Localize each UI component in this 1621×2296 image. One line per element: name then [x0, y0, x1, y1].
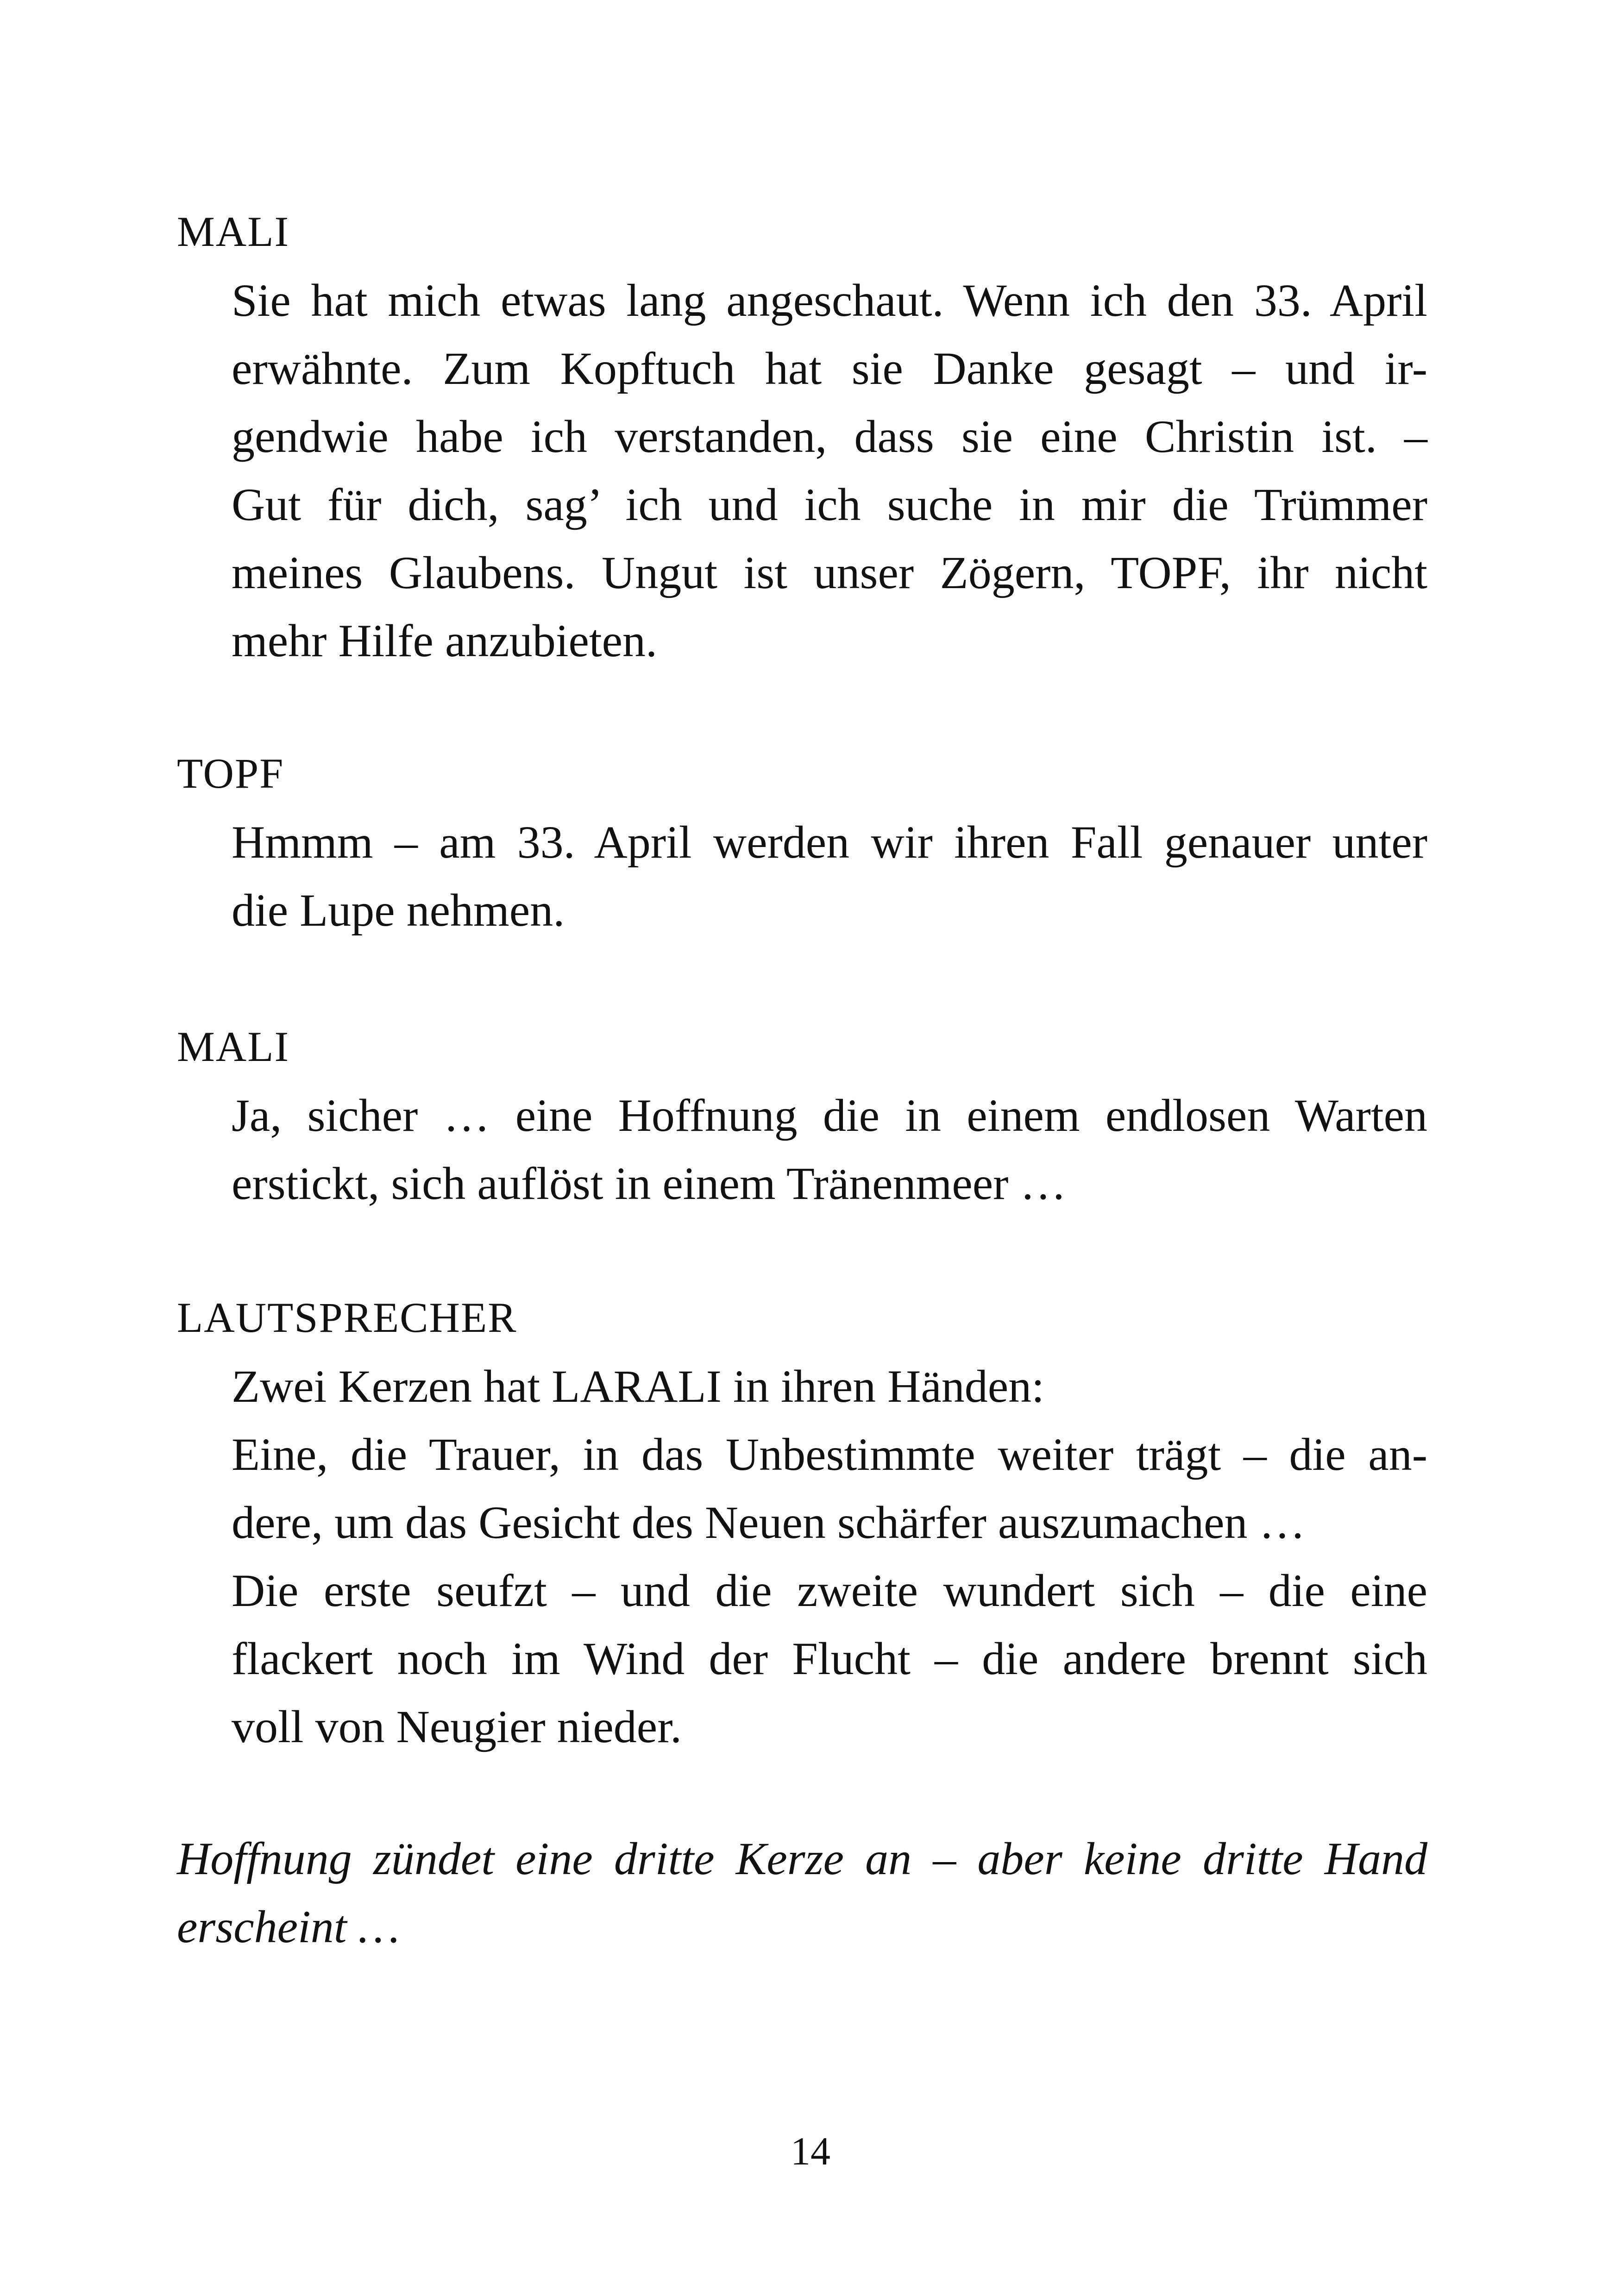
speech-line: Gut für dich, sag’ ich und ich suche in mir die Trümmer [232, 479, 1427, 530]
speech-line: erstickt, sich auflöst in einem Tränenmeer … [232, 1158, 1067, 1209]
speech-line: meines Glaubens. Ungut ist unser Zögern, TOPF, ihr nicht [232, 547, 1427, 598]
speech-text [232, 1081, 1427, 1217]
dialogue-block-lautsprecher [177, 1283, 1427, 1761]
speech-line: Sie hat mich etwas lang angeschaut. Wenn ich den 33. April [232, 275, 1427, 326]
speaker-name: MALI [177, 1023, 290, 1070]
speech-line: flackert noch im Wind der Flucht – die andere brennt sich [232, 1633, 1427, 1684]
speaker-name: MALI [177, 208, 290, 255]
speech-line: gendwie habe ich verstanden, dass sie eine Christin ist. – [232, 411, 1427, 462]
dialogue-block-mali-2 [177, 1012, 1427, 1217]
stage-direction-line: Hoffnung zündet eine dritte Kerze an – aber keine dritte Hand [177, 1833, 1427, 1884]
speaker-name: LAUTSPRECHER [177, 1294, 517, 1341]
speech-line: Hmmm – am 33. April werden wir ihren Fall genauer unter [232, 816, 1427, 868]
speech-line: dere, um das Gesicht des Neuen schärfer auszumachen … [232, 1497, 1306, 1548]
speech-line: mehr Hilfe anzubieten. [232, 615, 658, 666]
speech-line: voll von Neugier nieder. [232, 1701, 682, 1752]
speech-line: Eine, die Trauer, in das Unbestimmte weiter trägt – die an- [232, 1429, 1427, 1480]
speech-line: Die erste seufzt – und die zweite wundert sich – die eine [232, 1565, 1427, 1616]
speech-text [232, 808, 1427, 944]
speech-line: Ja, sicher … eine Hoffnung die in einem endlosen Warten [232, 1090, 1427, 1141]
stage-direction-line: erscheint … [177, 1901, 400, 1952]
speaker-name: TOPF [177, 750, 284, 797]
dialogue-block-topf [177, 739, 1427, 944]
speech-line: die Lupe nehmen. [232, 885, 565, 936]
dialogue-block-mali-1 [177, 197, 1427, 675]
speech-text [232, 1352, 1427, 1761]
speech-text [232, 266, 1427, 675]
speech-line: erwähnte. Zum Kopftuch hat sie Danke gesagt – und ir- [232, 343, 1427, 394]
speech-line: Zwei Kerzen hat LARALI in ihren Händen: [232, 1361, 1044, 1412]
page-number: 14 [791, 2129, 830, 2173]
stage-direction [177, 1825, 1427, 1961]
